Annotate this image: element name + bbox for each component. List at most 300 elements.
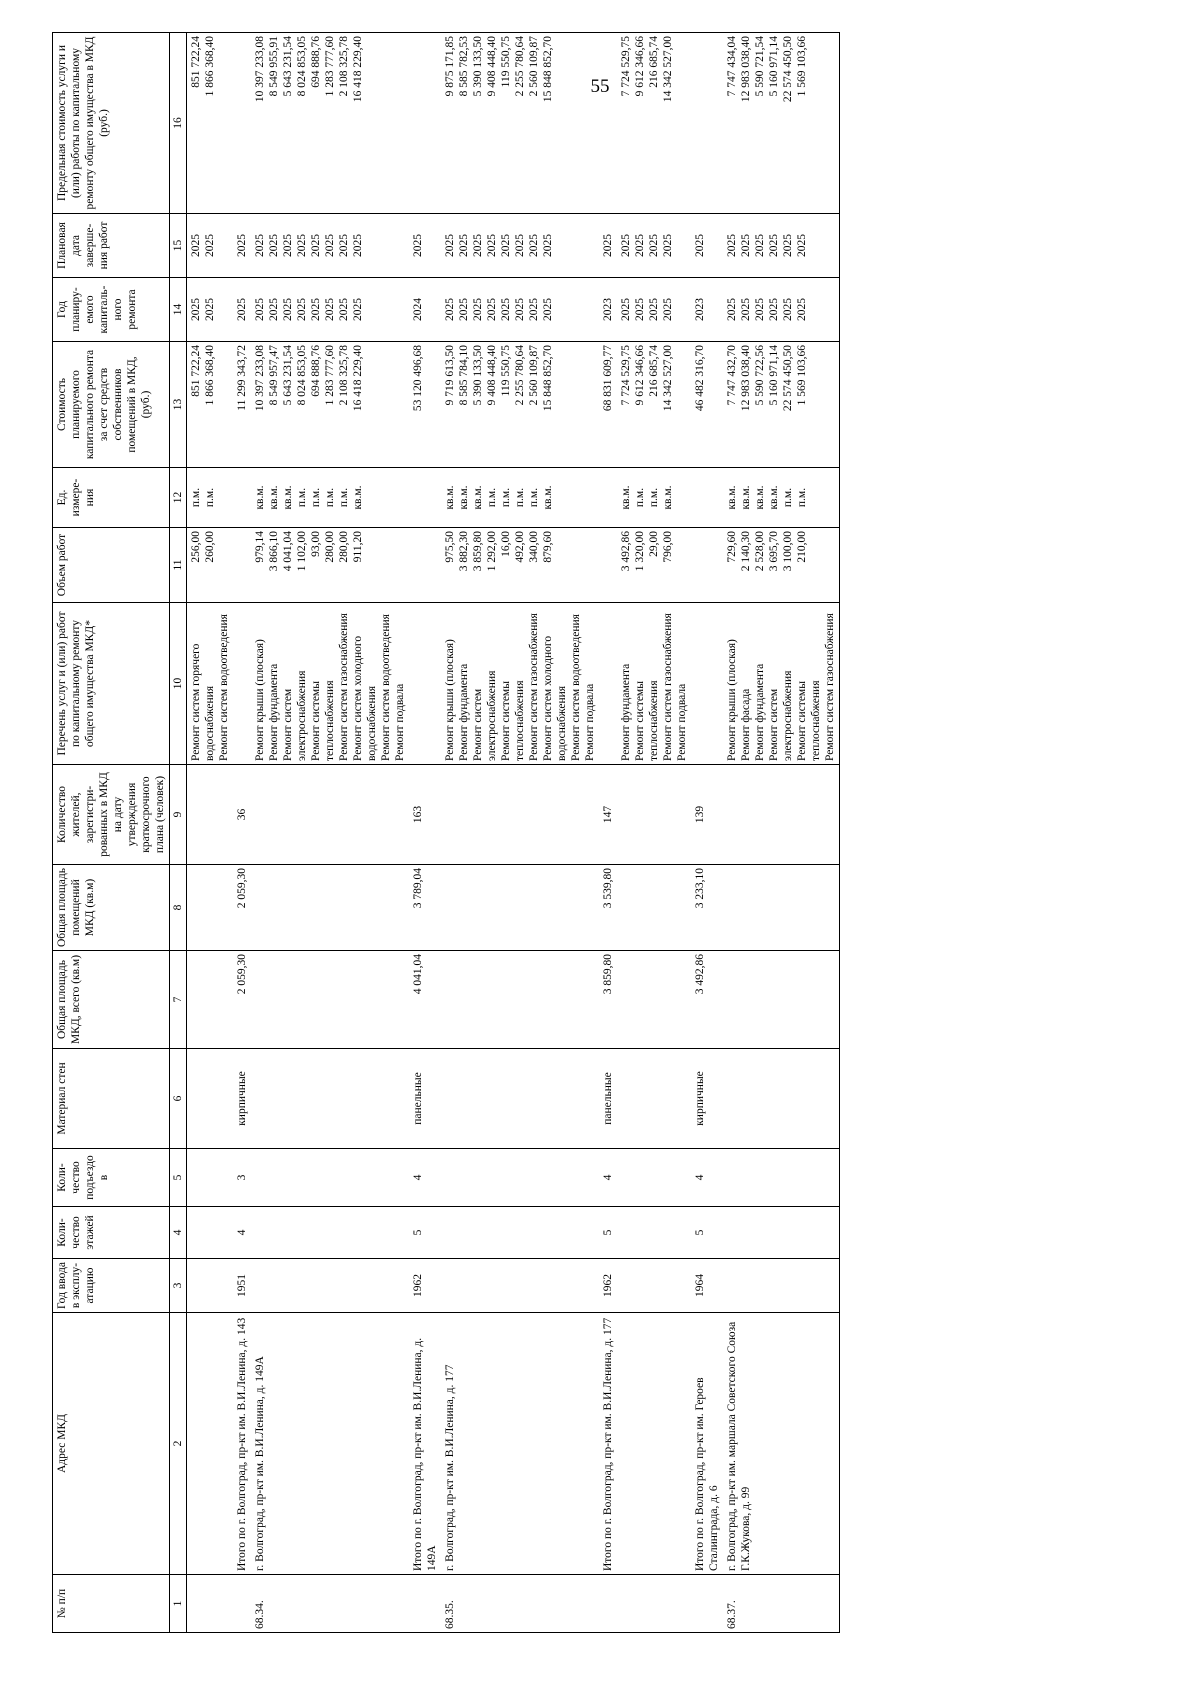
- work-volume-line: 3 100,00: [782, 531, 794, 572]
- planned-cost-line: 5 160 971,14: [768, 345, 780, 406]
- completion-date-cell: [599, 214, 617, 278]
- col-number: 5: [170, 1149, 187, 1207]
- work-volume-line: 340,00: [528, 531, 540, 563]
- works-cell: [691, 603, 723, 765]
- works-line: Ремонт фасада: [740, 688, 752, 761]
- repair-year-line: 2025: [634, 298, 646, 321]
- col-header: Общая площадь помещений МКД (кв.м): [53, 865, 170, 951]
- total-area-cell: [251, 951, 409, 1049]
- works-line: Ремонт системы теплоснабжения: [634, 680, 660, 761]
- address-cell: Итого по г. Волгоград, пр-кт им. В.И.Ленина, д. 149А: [409, 1313, 441, 1575]
- premises-area-cell: [617, 865, 691, 951]
- col-header: Количество жителей, зарегистри-рованных в МКД на дату утверждения краткосрочного плана (человек): [53, 765, 170, 865]
- col-header: Перечень услуг и (или) работ по капитальному ремонту общего имущества МКД*: [53, 603, 170, 765]
- unit-cell: [723, 468, 840, 528]
- floors-cell: 5: [599, 1207, 617, 1259]
- planned-cost-line: 1 283 777,60: [324, 345, 336, 406]
- repair-year-line: 2025: [740, 298, 752, 321]
- row-number-cell: [233, 1575, 251, 1633]
- table-row: [617, 33, 691, 1633]
- repair-year-cell: [691, 278, 723, 342]
- address-cell: [617, 1313, 691, 1575]
- work-volume-line: 16,00: [500, 531, 512, 557]
- planned-cost-line: 1 569 103,66: [796, 345, 808, 406]
- planned-cost-line: 68 831 609,77: [602, 345, 614, 412]
- completion-date-cell: [691, 214, 723, 278]
- max-cost-cell: [723, 33, 840, 214]
- premises-area-cell: [251, 865, 409, 951]
- repair-year-line: 2025: [528, 298, 540, 321]
- repair-year-line: 2025: [236, 298, 248, 321]
- entrances-cell: 4: [599, 1149, 617, 1207]
- work-volume-line: 93,00: [310, 531, 322, 557]
- col-header: Материал стен: [53, 1049, 170, 1149]
- unit-cell: [409, 468, 441, 528]
- work-volume-line: 796,00: [662, 531, 674, 563]
- planned-cost-line: 8 024 853,05: [296, 345, 308, 406]
- residents-cell: 36: [233, 765, 251, 865]
- completion-date-line: 2025: [236, 234, 248, 257]
- max-cost-line: 9 612 346,66: [634, 36, 646, 97]
- completion-date-line: 2025: [254, 234, 266, 257]
- entrances-cell: 4: [691, 1149, 723, 1207]
- planned-cost-line: 5 643 231,54: [282, 345, 294, 406]
- row-number-cell: 68.34.: [251, 1575, 409, 1633]
- total-area-cell: 3 492,86: [691, 951, 723, 1049]
- address-cell: г. Волгоград, пр-кт им. В.И.Ленина, д. 177: [441, 1313, 599, 1575]
- unit-cell: [233, 468, 251, 528]
- max-cost-line: 8 024 853,05: [296, 36, 308, 97]
- planned-cost-line: 8 549 957,47: [268, 345, 280, 406]
- planned-cost-line: 216 685,74: [648, 345, 660, 397]
- max-cost-line: 1 866 368,40: [204, 36, 216, 97]
- address-cell: г. Волгоград, пр-кт им. маршала Советского Союза Г.К.Жукова, д. 99: [723, 1313, 840, 1575]
- repair-year-line: 2025: [726, 298, 738, 321]
- work-volume-line: 2 528,00: [754, 531, 766, 572]
- works-line: Ремонт системы теплоснабжения: [500, 680, 526, 761]
- completion-date-line: 2025: [324, 234, 336, 257]
- max-cost-cell: [441, 33, 599, 214]
- completion-date-line: 2025: [338, 234, 350, 257]
- max-cost-line: 2 560 109,87: [528, 36, 540, 97]
- works-line: Ремонт подвала: [584, 683, 596, 761]
- planned-cost-line: 851 722,24: [190, 345, 202, 397]
- year-built-cell: [723, 1259, 840, 1313]
- repair-year-line: 2023: [694, 298, 706, 321]
- completion-date-line: 2025: [768, 234, 780, 257]
- header-row: [53, 33, 170, 1633]
- repair-year-line: 2025: [338, 298, 350, 321]
- completion-date-cell: [409, 214, 441, 278]
- work-volume-cell: [187, 528, 234, 603]
- repair-year-cell: [723, 278, 840, 342]
- max-cost-line: 2 108 325,78: [338, 36, 350, 97]
- works-line: Ремонт систем газоснабжения: [824, 613, 836, 761]
- address-cell: Итого по г. Волгоград, пр-кт им. В.И.Ленина, д. 143: [233, 1313, 251, 1575]
- col-number: 2: [170, 1313, 187, 1575]
- works-line: Ремонт систем электроснабжения: [282, 670, 308, 761]
- wall-material-cell: панельные: [599, 1049, 617, 1149]
- total-area-cell: 4 041,04: [409, 951, 441, 1049]
- unit-cell: [441, 468, 599, 528]
- max-cost-cell: [409, 33, 441, 214]
- completion-date-line: 2025: [412, 234, 424, 257]
- planned-cost-line: 2 255 780,64: [514, 345, 526, 406]
- repair-year-line: 2025: [324, 298, 336, 321]
- max-cost-line: 5 160 971,14: [768, 36, 780, 97]
- col-header: Год ввода в эксплу-атацию: [53, 1259, 170, 1313]
- unit-line: п.м.: [296, 487, 308, 508]
- max-cost-line: 15 848 852,70: [542, 36, 554, 103]
- col-number: 12: [170, 468, 187, 528]
- col-number: 16: [170, 33, 187, 214]
- repair-year-cell: [599, 278, 617, 342]
- max-cost-line: 9 875 171,85: [444, 36, 456, 97]
- work-volume-cell: [251, 528, 409, 603]
- work-volume-line: 911,20: [352, 531, 364, 563]
- wall-material-cell: кирпичные: [233, 1049, 251, 1149]
- works-cell: [233, 603, 251, 765]
- unit-line: кв.м.: [352, 485, 364, 510]
- completion-date-line: 2025: [268, 234, 280, 257]
- planned-cost-line: 16 418 229,40: [352, 345, 364, 412]
- max-cost-line: 119 550,75: [500, 36, 512, 88]
- unit-line: кв.м.: [282, 485, 294, 510]
- repair-year-line: 2023: [602, 298, 614, 321]
- planned-cost-line: 8 585 784,10: [458, 345, 470, 406]
- completion-date-cell: [233, 214, 251, 278]
- repair-year-cell: [617, 278, 691, 342]
- col-number: 14: [170, 278, 187, 342]
- work-volume-line: 729,60: [726, 531, 738, 563]
- address-cell: [187, 1313, 234, 1575]
- completion-date-line: 2025: [310, 234, 322, 257]
- wall-material-cell: [617, 1049, 691, 1149]
- planned-cost-line: 1 866 368,40: [204, 345, 216, 406]
- unit-cell: [187, 468, 234, 528]
- column-number-row: [170, 33, 187, 1633]
- completion-date-line: 2025: [486, 234, 498, 257]
- completion-date-line: 2025: [472, 234, 484, 257]
- repair-year-line: 2025: [190, 298, 202, 321]
- entrances-cell: [723, 1149, 840, 1207]
- planned-cost-cell: [441, 342, 599, 468]
- col-header: Год планиру-емого капиталь-ного ремонта: [53, 278, 170, 342]
- planned-cost-cell: [409, 342, 441, 468]
- repair-year-line: 2025: [796, 298, 808, 321]
- completion-date-line: 2025: [444, 234, 456, 257]
- unit-line: кв.м.: [254, 485, 266, 510]
- repair-year-line: 2025: [352, 298, 364, 321]
- work-volume-line: 280,00: [324, 531, 336, 563]
- year-built-cell: 1962: [409, 1259, 441, 1313]
- max-cost-line: 7 724 529,75: [620, 36, 632, 97]
- col-header: Плановая дата заверше-ния работ: [53, 214, 170, 278]
- max-cost-line: 5 590 721,54: [754, 36, 766, 97]
- unit-cell: [617, 468, 691, 528]
- wall-material-cell: кирпичные: [691, 1049, 723, 1149]
- works-line: Ремонт систем электроснабжения: [768, 670, 794, 761]
- work-volume-line: 975,50: [444, 531, 456, 563]
- work-volume-line: 3 859,80: [472, 531, 484, 572]
- completion-date-line: 2025: [634, 234, 646, 257]
- work-volume-line: 2 140,30: [740, 531, 752, 572]
- col-number: 8: [170, 865, 187, 951]
- planned-cost-line: 2 560 109,87: [528, 345, 540, 406]
- residents-cell: [251, 765, 409, 865]
- planned-cost-line: 14 342 527,00: [662, 345, 674, 412]
- unit-line: кв.м.: [620, 485, 632, 510]
- repair-year-line: 2025: [254, 298, 266, 321]
- planned-cost-line: 10 397 233,08: [254, 345, 266, 412]
- planned-cost-cell: [233, 342, 251, 468]
- work-volume-line: 29,00: [648, 531, 660, 557]
- max-cost-line: 12 983 038,40: [740, 36, 752, 103]
- unit-line: п.м.: [648, 487, 660, 508]
- floors-cell: [251, 1207, 409, 1259]
- max-cost-cell: [617, 33, 691, 214]
- total-area-cell: [617, 951, 691, 1049]
- works-cell: [441, 603, 599, 765]
- entrances-cell: [441, 1149, 599, 1207]
- repair-year-line: 2025: [268, 298, 280, 321]
- works-cell: [599, 603, 617, 765]
- unit-line: кв.м.: [754, 485, 766, 510]
- floors-cell: [187, 1207, 234, 1259]
- floors-cell: 5: [409, 1207, 441, 1259]
- col-header: № п/п: [53, 1575, 170, 1633]
- col-number: 10: [170, 603, 187, 765]
- unit-line: п.м.: [528, 487, 540, 508]
- max-cost-cell: [691, 33, 723, 214]
- works-line: Ремонт фундамента: [268, 663, 280, 761]
- max-cost-line: 8 549 955,91: [268, 36, 280, 97]
- planned-cost-line: 9 612 346,66: [634, 345, 646, 406]
- work-volume-line: 1 320,00: [634, 531, 646, 572]
- page-number: 55: [590, 76, 610, 97]
- work-volume-line: 3 882,30: [458, 531, 470, 572]
- unit-line: п.м.: [324, 487, 336, 508]
- wall-material-cell: [441, 1049, 599, 1149]
- works-line: Ремонт подвала: [394, 683, 406, 761]
- max-cost-line: 22 574 450,50: [782, 36, 794, 103]
- col-number: 15: [170, 214, 187, 278]
- planned-cost-line: 119 550,75: [500, 345, 512, 397]
- planned-cost-line: 53 120 496,68: [412, 345, 424, 412]
- residents-cell: [723, 765, 840, 865]
- repair-year-line: 2025: [782, 298, 794, 321]
- col-header: Объем работ: [53, 528, 170, 603]
- unit-line: кв.м.: [662, 485, 674, 510]
- planned-cost-line: 7 724 529,75: [620, 345, 632, 406]
- unit-cell: [251, 468, 409, 528]
- work-volume-line: 3 695,70: [768, 531, 780, 572]
- table-row: [691, 33, 723, 1633]
- residents-cell: [187, 765, 234, 865]
- works-line: Ремонт систем горячего водоснабжения: [190, 643, 216, 761]
- table-row: [251, 33, 409, 1633]
- unit-line: п.м.: [486, 487, 498, 508]
- work-volume-cell: [599, 528, 617, 603]
- entrances-cell: [251, 1149, 409, 1207]
- works-cell: [723, 603, 840, 765]
- repair-year-line: 2025: [662, 298, 674, 321]
- completion-date-line: 2025: [796, 234, 808, 257]
- row-number-cell: [409, 1575, 441, 1633]
- completion-date-line: 2025: [726, 234, 738, 257]
- max-cost-line: 9 408 448,40: [486, 36, 498, 97]
- completion-date-cell: [723, 214, 840, 278]
- planned-cost-line: 2 108 325,78: [338, 345, 350, 406]
- col-header: Общая площадь МКД, всего (кв.м): [53, 951, 170, 1049]
- completion-date-cell: [251, 214, 409, 278]
- completion-date-line: 2025: [352, 234, 364, 257]
- max-cost-line: 2 255 780,64: [514, 36, 526, 97]
- completion-date-cell: [441, 214, 599, 278]
- premises-area-cell: 3 539,80: [599, 865, 617, 951]
- works-cell: [251, 603, 409, 765]
- repair-year-line: 2025: [282, 298, 294, 321]
- completion-date-line: 2025: [282, 234, 294, 257]
- max-cost-line: 1 283 777,60: [324, 36, 336, 97]
- residents-cell: [441, 765, 599, 865]
- works-line: Ремонт системы теплоснабжения: [796, 680, 822, 761]
- floors-cell: 4: [233, 1207, 251, 1259]
- repair-year-line: 2025: [542, 298, 554, 321]
- works-line: Ремонт систем водоотведения: [380, 614, 392, 761]
- entrances-cell: [617, 1149, 691, 1207]
- work-volume-cell: [723, 528, 840, 603]
- planned-cost-cell: [723, 342, 840, 468]
- repair-year-line: 2025: [472, 298, 484, 321]
- unit-line: кв.м.: [472, 485, 484, 510]
- repair-year-cell: [251, 278, 409, 342]
- year-built-cell: [187, 1259, 234, 1313]
- year-built-cell: [617, 1259, 691, 1313]
- completion-date-cell: [617, 214, 691, 278]
- unit-line: п.м.: [514, 487, 526, 508]
- unit-line: п.м.: [310, 487, 322, 508]
- works-line: Ремонт систем водоотведения: [218, 614, 230, 761]
- work-volume-line: 256,00: [190, 531, 202, 563]
- wall-material-cell: панельные: [409, 1049, 441, 1149]
- max-cost-line: 694 888,76: [310, 36, 322, 88]
- repair-year-line: 2024: [412, 298, 424, 321]
- planned-cost-line: 9 408 448,40: [486, 345, 498, 406]
- repair-year-cell: [233, 278, 251, 342]
- repair-year-line: 2025: [296, 298, 308, 321]
- work-volume-line: 3 866,10: [268, 531, 280, 572]
- year-built-cell: 1964: [691, 1259, 723, 1313]
- address-cell: г. Волгоград, пр-кт им. В.И.Ленина, д. 149А: [251, 1313, 409, 1575]
- max-cost-line: 8 585 782,53: [458, 36, 470, 97]
- max-cost-line: 16 418 229,40: [352, 36, 364, 103]
- completion-date-line: 2025: [662, 234, 674, 257]
- works-line: Ремонт фундамента: [754, 663, 766, 761]
- col-header: Адрес МКД: [53, 1313, 170, 1575]
- table-row: [723, 33, 840, 1633]
- repair-year-line: 2025: [768, 298, 780, 321]
- works-line: Ремонт крыши (плоская): [726, 639, 738, 761]
- repair-year-line: 2025: [514, 298, 526, 321]
- planned-cost-line: 15 848 852,70: [542, 345, 554, 412]
- unit-line: кв.м.: [268, 485, 280, 510]
- works-line: Ремонт крыши (плоская): [444, 639, 456, 761]
- row-number-cell: [599, 1575, 617, 1633]
- work-volume-line: 210,00: [796, 531, 808, 563]
- total-area-cell: [187, 951, 234, 1049]
- max-cost-line: 10 397 233,08: [254, 36, 266, 103]
- work-volume-line: 4 041,04: [282, 531, 294, 572]
- col-number: 6: [170, 1049, 187, 1149]
- wall-material-cell: [187, 1049, 234, 1149]
- row-number-cell: 68.37.: [723, 1575, 840, 1633]
- repair-year-line: 2025: [754, 298, 766, 321]
- unit-line: кв.м.: [740, 485, 752, 510]
- works-line: Ремонт систем электроснабжения: [472, 670, 498, 761]
- year-built-cell: [251, 1259, 409, 1313]
- work-volume-line: 280,00: [338, 531, 350, 563]
- premises-area-cell: 3 233,10: [691, 865, 723, 951]
- col-number: 1: [170, 1575, 187, 1633]
- premises-area-cell: 2 059,30: [233, 865, 251, 951]
- planned-cost-line: 11 299 343,72: [236, 345, 248, 411]
- address-cell: Итого по г. Волгоград, пр-кт им. В.И.Ленина, д. 177: [599, 1313, 617, 1575]
- max-cost-line: 5 390 133,50: [472, 36, 484, 97]
- residents-cell: 163: [409, 765, 441, 865]
- completion-date-line: 2025: [782, 234, 794, 257]
- work-volume-cell: [233, 528, 251, 603]
- table-row: [599, 33, 617, 1633]
- unit-line: п.м.: [500, 487, 512, 508]
- total-area-cell: [441, 951, 599, 1049]
- completion-date-line: 2025: [204, 234, 216, 257]
- planned-cost-line: 694 888,76: [310, 345, 322, 397]
- unit-line: кв.м.: [444, 485, 456, 510]
- max-cost-line: 7 747 434,04: [726, 36, 738, 97]
- floors-cell: [723, 1207, 840, 1259]
- work-volume-cell: [441, 528, 599, 603]
- work-volume-line: 492,00: [514, 531, 526, 563]
- repair-year-line: 2025: [444, 298, 456, 321]
- completion-date-line: 2025: [694, 234, 706, 257]
- work-volume-line: 879,60: [542, 531, 554, 563]
- planned-cost-cell: [691, 342, 723, 468]
- repair-year-line: 2025: [648, 298, 660, 321]
- total-area-cell: 2 059,30: [233, 951, 251, 1049]
- max-cost-line: 14 342 527,00: [662, 36, 674, 103]
- work-volume-line: 1 292,00: [486, 531, 498, 572]
- repair-year-line: 2025: [310, 298, 322, 321]
- completion-date-line: 2025: [296, 234, 308, 257]
- completion-date-line: 2025: [602, 234, 614, 257]
- works-line: Ремонт систем газоснабжения: [338, 613, 350, 761]
- completion-date-line: 2025: [514, 234, 526, 257]
- table-row: [187, 33, 234, 1633]
- col-number: 3: [170, 1259, 187, 1313]
- premises-area-cell: [723, 865, 840, 951]
- planned-cost-line: 7 747 432,70: [726, 345, 738, 406]
- works-line: Ремонт подвала: [676, 683, 688, 761]
- works-cell: [617, 603, 691, 765]
- planned-cost-line: 5 590 722,56: [754, 345, 766, 406]
- works-line: Ремонт системы теплоснабжения: [310, 680, 336, 761]
- unit-line: п.м.: [796, 487, 808, 508]
- planned-cost-cell: [251, 342, 409, 468]
- planned-cost-cell: [617, 342, 691, 468]
- table-row: [441, 33, 599, 1633]
- max-cost-line: 851 722,24: [190, 36, 202, 88]
